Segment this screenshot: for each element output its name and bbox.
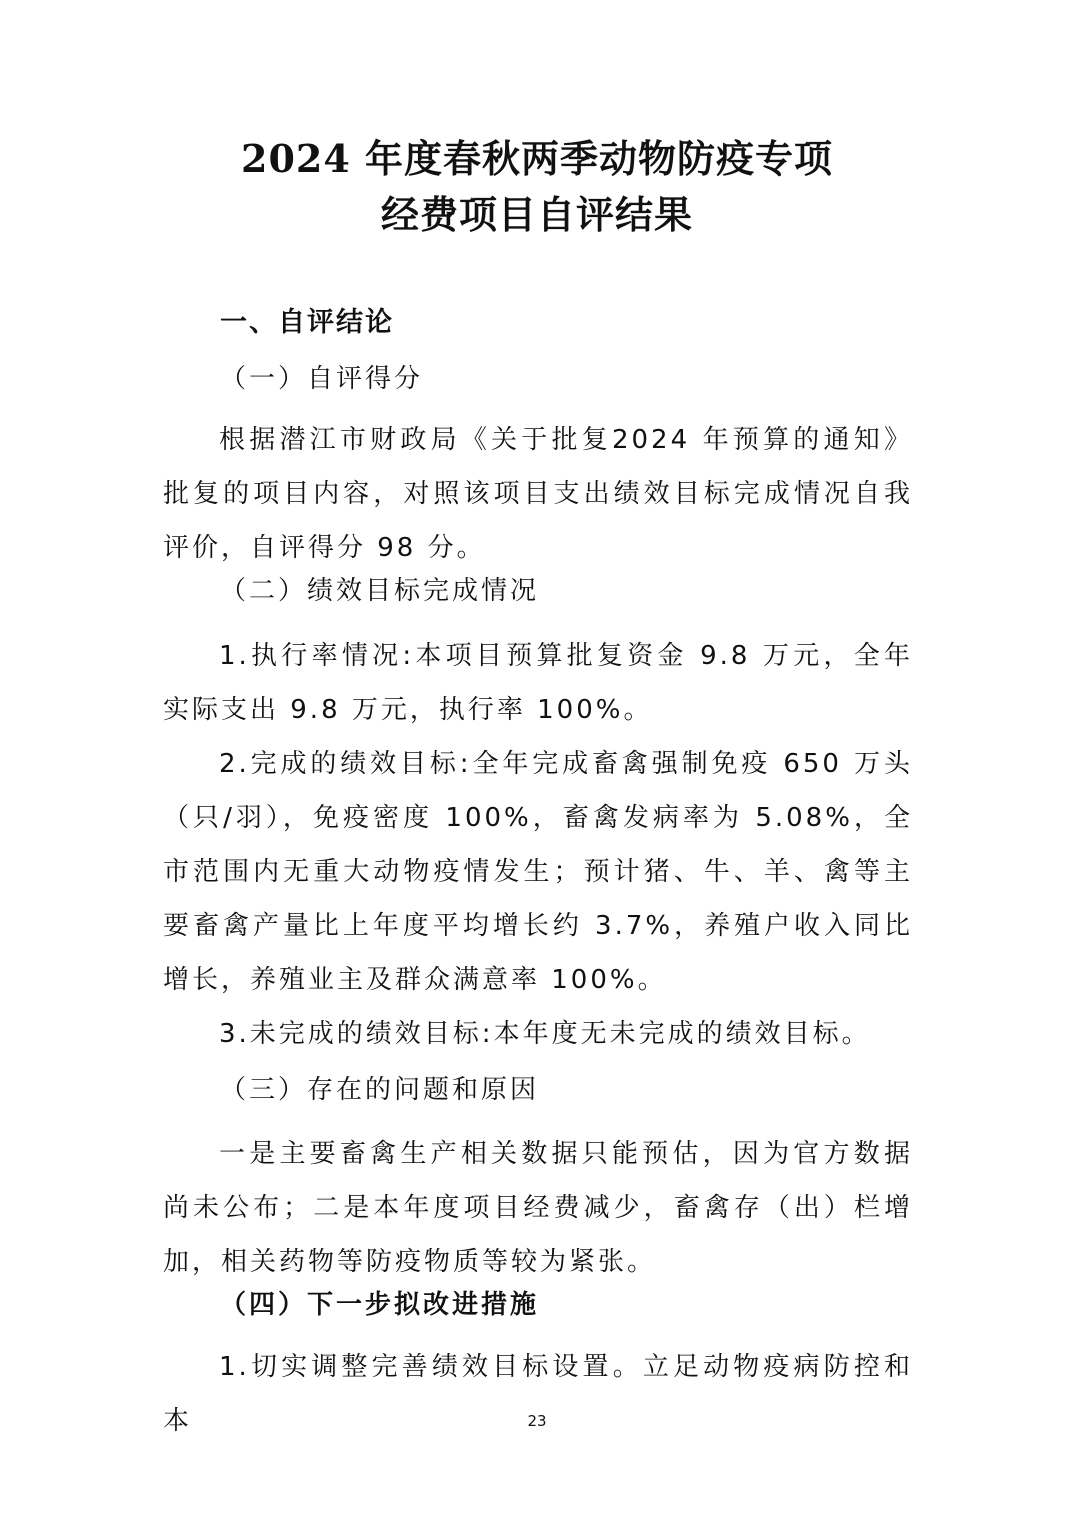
sub3-heading: （三）存在的问题和原因 <box>220 1075 540 1105</box>
sub2-heading: （二）绩效目标完成情况 <box>220 576 540 606</box>
page-number: 23 <box>527 1412 547 1430</box>
sub3-paragraph: 一是主要畜禽生产相关数据只能预估，因为官方数据尚未公布；二是本年度项目经费减少，畜禽存（出）栏增加，相关药物等防疫物质等较为紧张。 <box>163 1139 913 1277</box>
sub1-heading: （一）自评得分 <box>220 364 424 394</box>
section1-heading: 一、自评结论 <box>220 307 394 338</box>
sub1-paragraph-block <box>163 413 913 575</box>
sub3-paragraph-block <box>163 1127 913 1289</box>
sub1-paragraph: 根据潜江市财政局《关于批复2024 年预算的通知》批复的项目内容，对照该项目支出绩效目标完成情况自我评价，自评得分 98 分。 <box>163 425 913 563</box>
document-title-line2: 经费项目自评结果 <box>380 192 693 237</box>
sub2-item1: 1.执行率情况:本项目预算批复资金 9.8 万元，全年实际支出 9.8 万元，执行率 100%。 <box>163 641 913 725</box>
sub4-heading: （四）下一步拟改进措施 <box>220 1290 540 1320</box>
sub2-body <box>163 629 913 1061</box>
sub4-body <box>163 1340 913 1448</box>
document-title-line1: 2024 年度春秋两季动物防疫专项 <box>241 136 833 181</box>
sub2-item2: 2.完成的绩效目标:全年完成畜禽强制免疫 650 万头（只/羽），免疫密度 100%，畜禽发病率为 5.08%，全市范围内无重大动物疫情发生；预计猪、牛、羊、禽等主要畜禽产量比上年度平均增长约 3.7%，养殖户收入同比增长，养殖业主及群众满意率 100%。 <box>163 749 913 995</box>
sub2-item3: 3.未完成的绩效目标:本年度无未完成的绩效目标。 <box>219 1019 871 1049</box>
sub4-item1: 1.切实调整完善绩效目标设置。立足动物疫病防控和本 <box>163 1352 913 1436</box>
